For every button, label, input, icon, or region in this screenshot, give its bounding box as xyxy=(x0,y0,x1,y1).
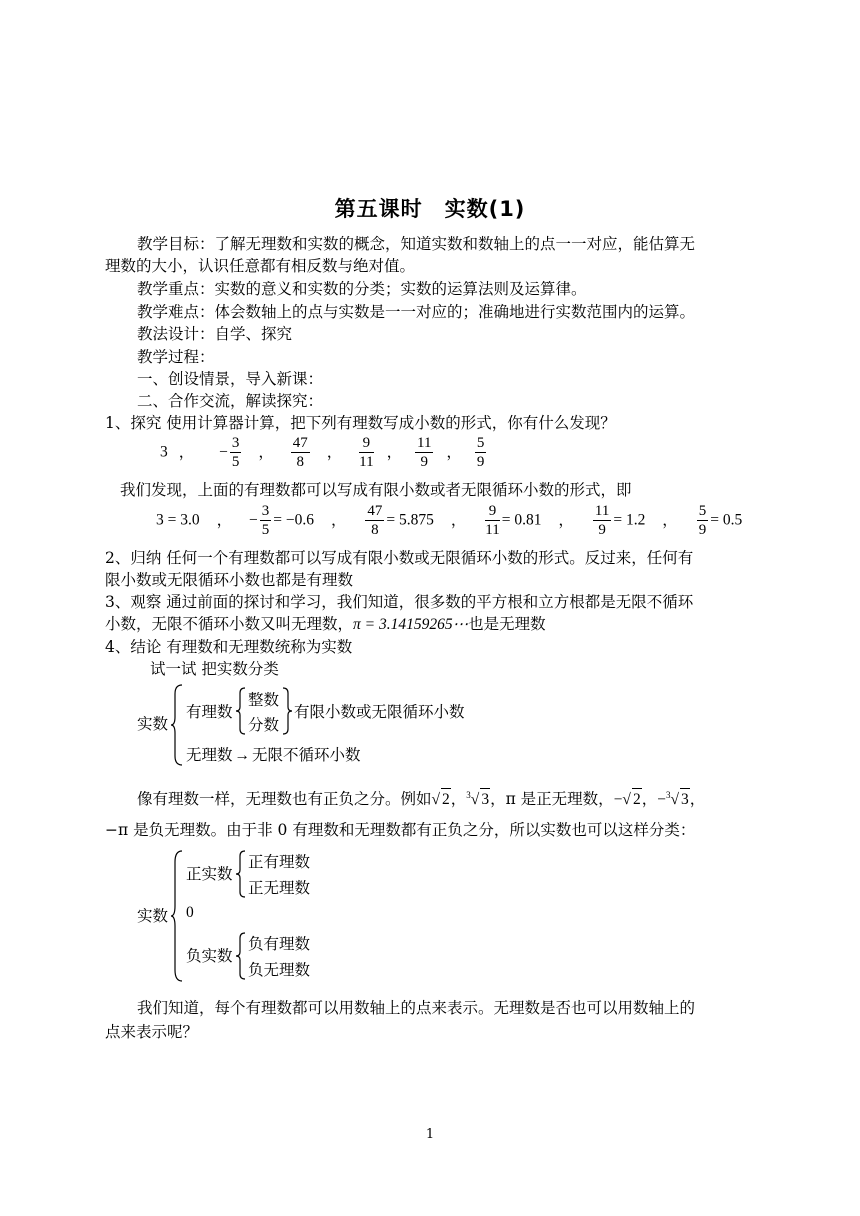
process-heading: 教学过程： xyxy=(137,348,215,366)
class2-negative: 负实数 xyxy=(186,947,233,965)
eq-5-9: = 0.5 xyxy=(710,511,743,529)
step2: 二、合作交流，解读探究： xyxy=(137,392,324,410)
like-line1: 像有理数一样，无理数也有正负之分。例如√ 2，$^3$√ 3，π 是正无理数，−√ 2，−$^3$√ 3， xyxy=(137,784,705,811)
induce-line2: 限小数或无限循环小数也都是有理数 xyxy=(105,571,354,589)
objectives-line2: 理数的大小，认识任意都有相反数与绝对值。 xyxy=(105,257,416,275)
fraction-5-9: $\frac{5}{9}$ xyxy=(476,435,485,470)
objectives-line1: 教学目标：了解无理数和实数的概念，知道实数和数轴上的点一一对应，能估算无 xyxy=(137,235,696,253)
class2-neg-irrational: 负无理数 xyxy=(248,961,311,979)
eq-3: 3 = 3.0 xyxy=(156,511,200,529)
explore-text: 1、探究 使用计算器计算，把下列有理数写成小数的形式，你有什么发现？ xyxy=(105,414,616,432)
number-three: 3 xyxy=(160,443,168,461)
class1-small-brace-right xyxy=(281,687,293,735)
fraction-9-11: $\frac{9}{11}$ xyxy=(359,435,374,470)
key-points: 教学重点：实数的意义和实数的分类；实数的运算法则及运算律。 xyxy=(137,280,587,298)
class2-root: 实数 xyxy=(137,907,169,925)
eq-11-9: = 1.2 xyxy=(613,511,646,529)
sqrt2: √ 2 xyxy=(432,791,451,808)
neg-sqrt2: −√ 2 xyxy=(614,791,642,808)
know-line1: 我们知道，每个有理数都可以用数轴上的点来表示。无理数是否也可以用数轴上的 xyxy=(137,999,696,1017)
numbers-row: 3 ， − $\frac{3}{5}$ ， $\frac{47}{8}$ ， $\frac{9}{11}$ ， $\frac{11}{9}$ ， $\frac{5}{9}$ xyxy=(160,435,485,470)
eq-3-5: = −0.6 xyxy=(273,511,314,529)
pi-value: π = 3.14159265⋯ xyxy=(353,616,469,633)
step1: 一、创设情景，导入新课： xyxy=(137,370,324,388)
eq-9-11: = 0.81 xyxy=(501,511,542,529)
class1-small-brace-left xyxy=(235,687,247,735)
arrow-icon: → xyxy=(234,747,251,764)
class1-rational-desc: 有限小数或无限循环小数 xyxy=(294,703,465,721)
equations-row: 3 = 3.0 ， − $\frac{3}{5}$ = −0.6 ， $\frac{47}{8}$ = 5.875 ， $\frac{9}{11}$ = 0.81 ， $\frac{11}{9}$ = 1.2 ， $\frac{5}{9}$ = 0.5 xyxy=(156,503,743,538)
page-number: 1 xyxy=(425,1127,435,1142)
observe-line2: 小数，无限不循环小数又叫无理数，π = 3.14159265⋯也是无理数 xyxy=(105,615,546,633)
induce-line1: 2、归纳 任何一个有理数都可以写成有限小数或无限循环小数的形式。反过来，任何有 xyxy=(105,549,694,567)
class2-neg-rational: 负有理数 xyxy=(248,935,311,953)
class1-integer: 整数 xyxy=(248,691,280,709)
class2-zero: 0 xyxy=(186,904,194,921)
know-line2: 点来表示呢？ xyxy=(105,1023,199,1041)
observe-line1: 3、观察 通过前面的探讨和学习，我们知道，很多数的平方根和立方根都是无限不循环 xyxy=(105,593,694,611)
class1-rational: 有理数 xyxy=(186,703,233,721)
class2-neg-brace xyxy=(235,932,247,980)
fraction-47-8: $\frac{47}{8}$ xyxy=(292,435,308,470)
class1-fraction: 分数 xyxy=(248,716,280,734)
neg-cbrt3: −$^3$√ 3 xyxy=(657,791,690,808)
page-title: 第五课时 实数(1) xyxy=(334,197,526,221)
conclude: 4、结论 有理数和无理数统称为实数 xyxy=(105,638,353,656)
class2-big-brace xyxy=(170,850,184,982)
class1-root: 实数 xyxy=(137,715,169,733)
fraction-11-9: $\frac{11}{9}$ xyxy=(417,435,432,470)
try-text: 试一试 把实数分类 xyxy=(150,660,279,678)
eq-47-8: = 5.875 xyxy=(386,511,434,529)
class2-positive: 正实数 xyxy=(186,865,233,883)
class2-pos-rational: 正有理数 xyxy=(248,853,311,871)
like-line2: −π 是负无理数。由于非 0 有理数和无理数都有正负之分，所以实数也可以这样分类： xyxy=(105,821,696,839)
method: 教法设计：自学、探究 xyxy=(137,325,293,343)
found-text: 我们发现，上面的有理数都可以写成有限小数或者无限循环小数的形式，即 xyxy=(120,481,632,499)
class2-pos-brace xyxy=(235,850,247,898)
class1-big-brace xyxy=(170,684,186,766)
class2-pos-irrational: 正无理数 xyxy=(248,879,311,897)
cbrt3: $^3$√ 3 xyxy=(466,791,490,808)
fraction-3-5: $\frac{3}{5}$ xyxy=(231,435,240,470)
difficulties: 教学难点：体会数轴上的点与实数是一一对应的；准确地进行实数范围内的运算。 xyxy=(137,303,696,321)
class1-irrational-row: 无理数 → 无限不循环小数 xyxy=(186,746,361,764)
